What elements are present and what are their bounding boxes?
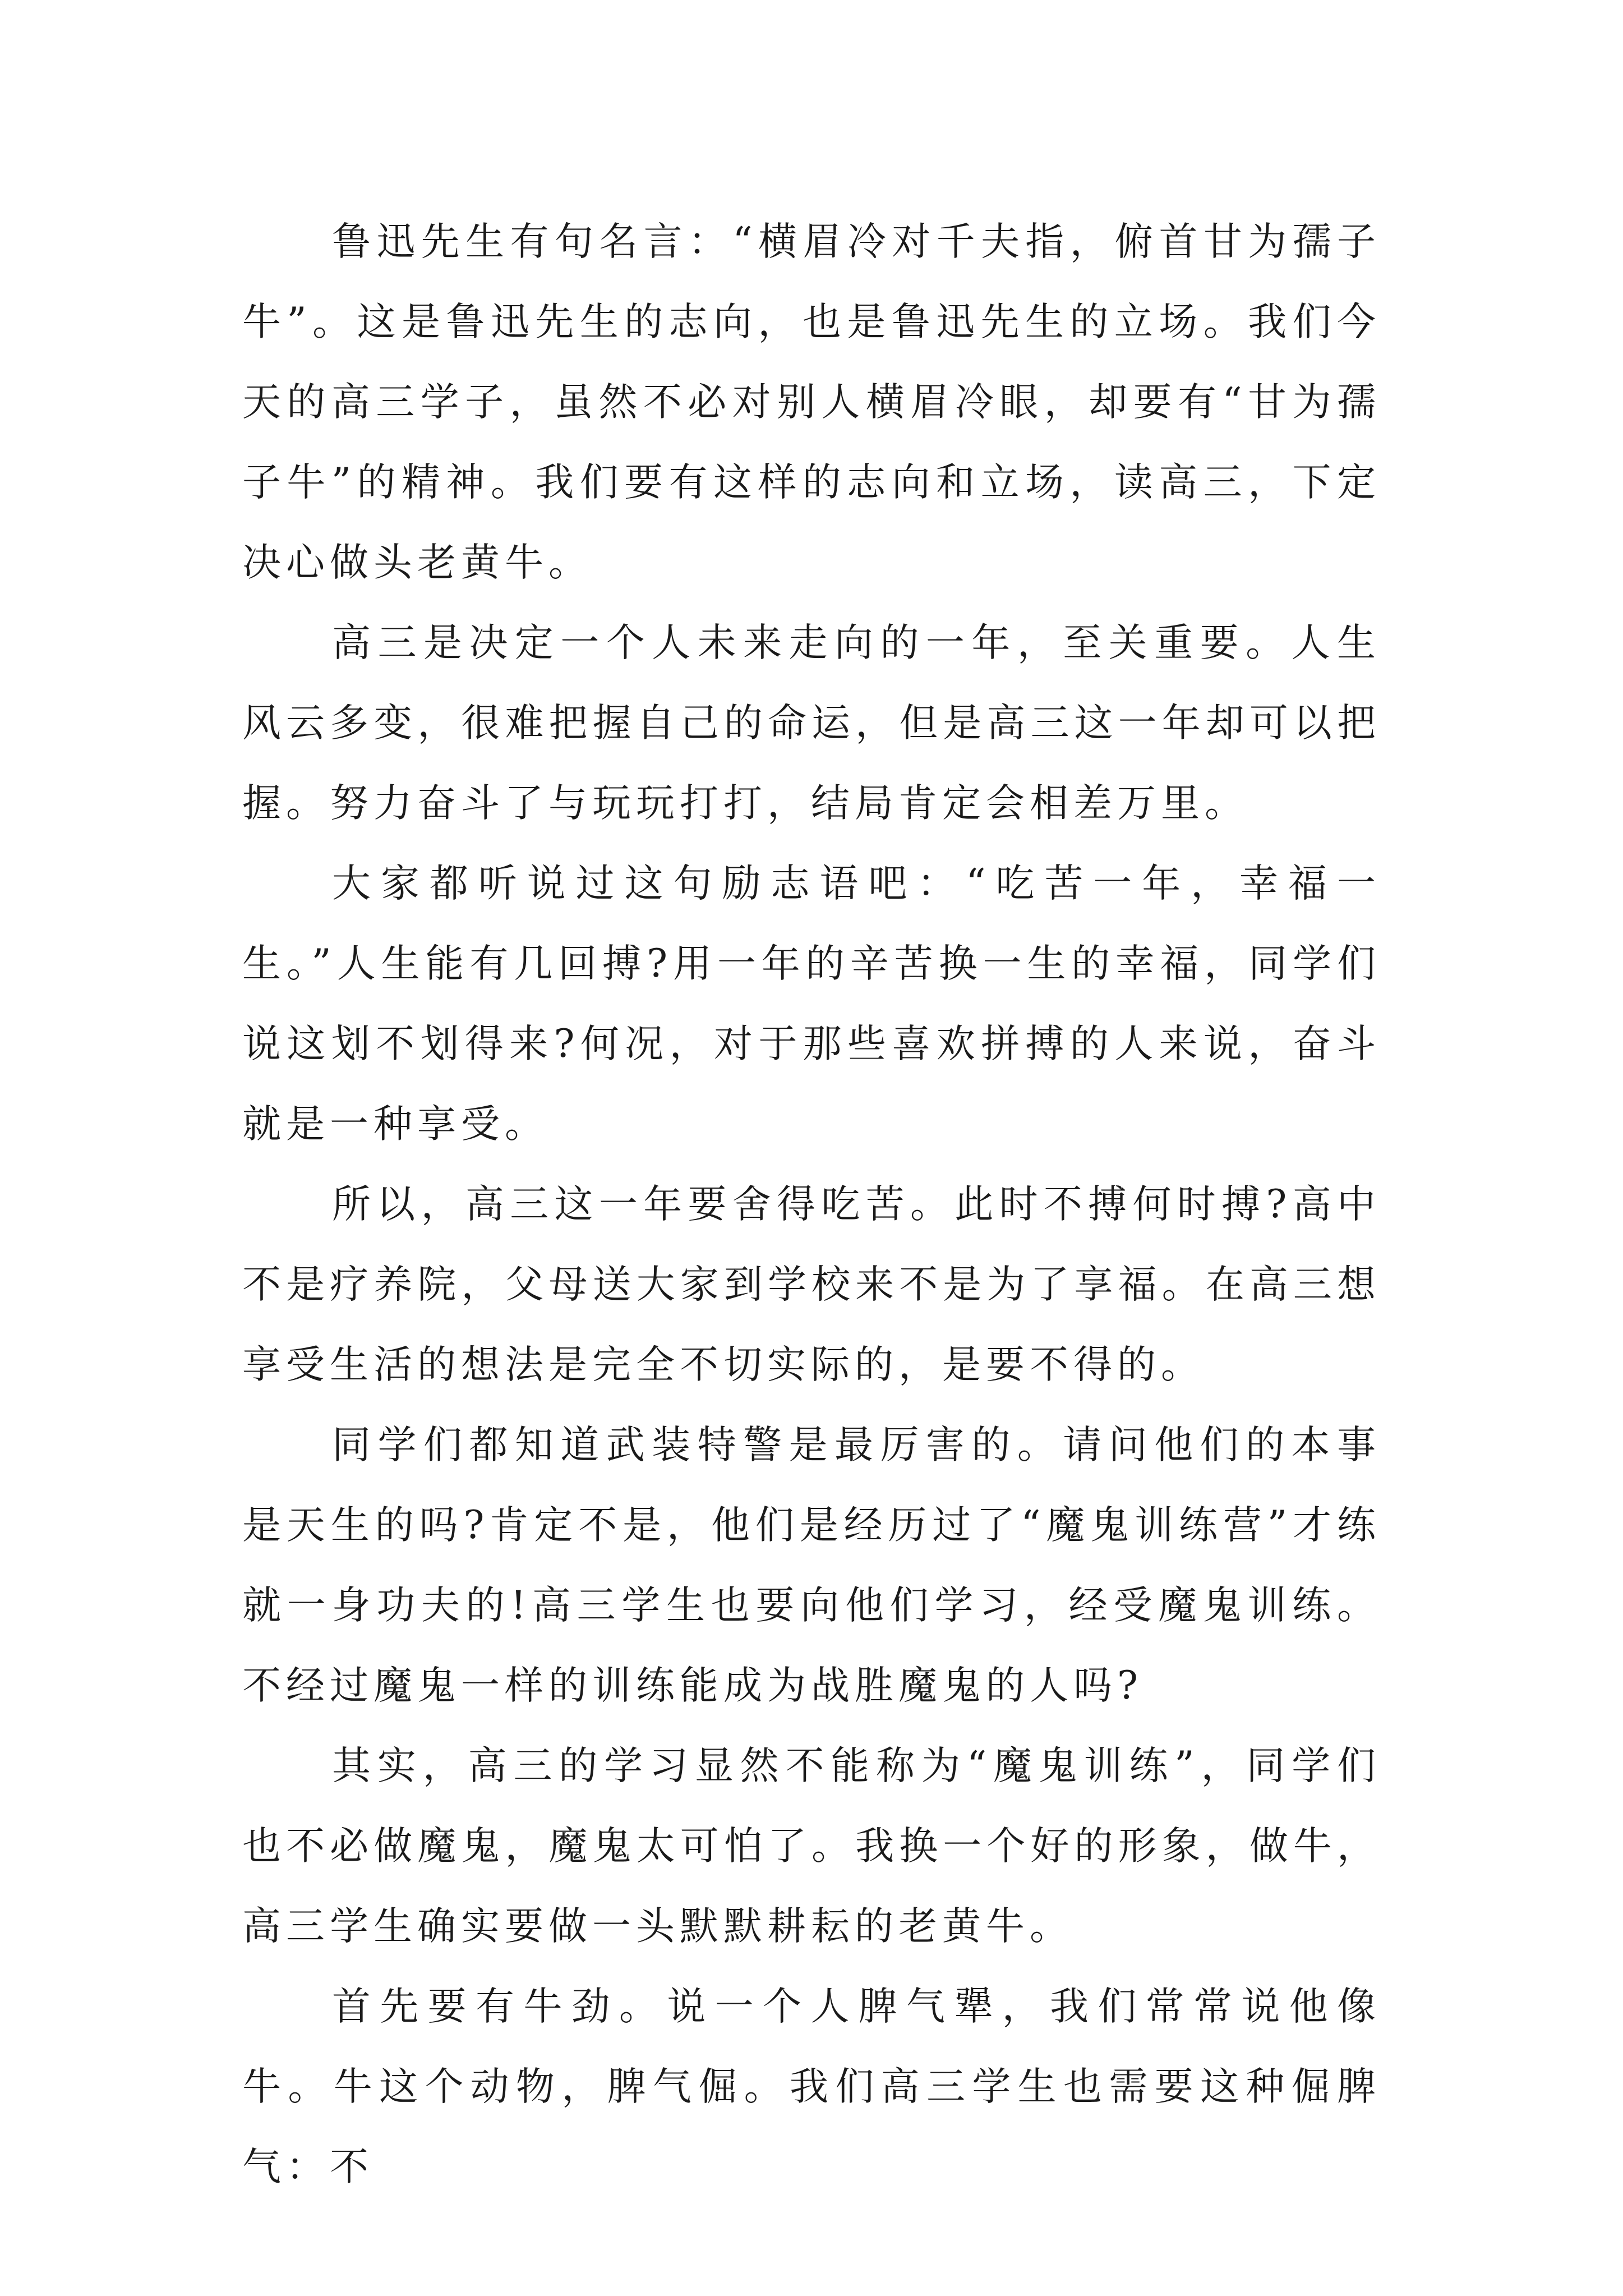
paragraph-5: 同学们都知道武装特警是最厉害的。请问他们的本事是天生的吗?肯定不是，他们是经历过了“魔鬼训练营”才练就一身功夫的!高三学生也要向他们学习，经受魔鬼训练。不经过魔鬼一样的训练能成为战胜魔鬼的人吗? [242,1423,1381,1708]
paragraph-7: 首先要有牛劲。说一个人脾气犟，我们常常说他像牛。牛这个动物，脾气倔。我们高三学生也需要这种倔脾气：不 [242,1984,1381,2189]
paragraph-6: 其实，高三的学习显然不能称为“魔鬼训练”，同学们也不必做魔鬼，魔鬼太可怕了。我换一个好的形象，做牛，高三学生确实要做一头默默耕耘的老黄牛。 [242,1743,1381,1949]
paragraph-4: 所以，高三这一年要舍得吃苦。此时不搏何时搏?高中不是疗养院，父母送大家到学校来不是为了享福。在高三想享受生活的想法是完全不切实际的，是要不得的。 [242,1182,1381,1387]
paragraph-1: 鲁迅先生有句名言：“横眉冷对千夫指，俯首甘为孺子牛”。这是鲁迅先生的志向，也是鲁迅先生的立场。我们今天的高三学子，虽然不必对别人横眉冷眼，却要有“甘为孺子牛”的精神。我们要有这样的志向和立场，读高三，下定决心做头老黄牛。 [242,219,1381,585]
document-body [242,202,1381,2207]
paragraph-3: 大家都听说过这句励志语吧：“吃苦一年，幸福一生。”人生能有几回搏?用一年的辛苦换一生的幸福，同学们说这划不划得来?何况，对于那些喜欢拼搏的人来说，奋斗就是一种享受。 [242,861,1381,1147]
paragraph-2: 高三是决定一个人未来走向的一年，至关重要。人生风云多变，很难把握自己的命运，但是高三这一年却可以把握。努力奋斗了与玩玩打打，结局肯定会相差万里。 [242,620,1381,826]
